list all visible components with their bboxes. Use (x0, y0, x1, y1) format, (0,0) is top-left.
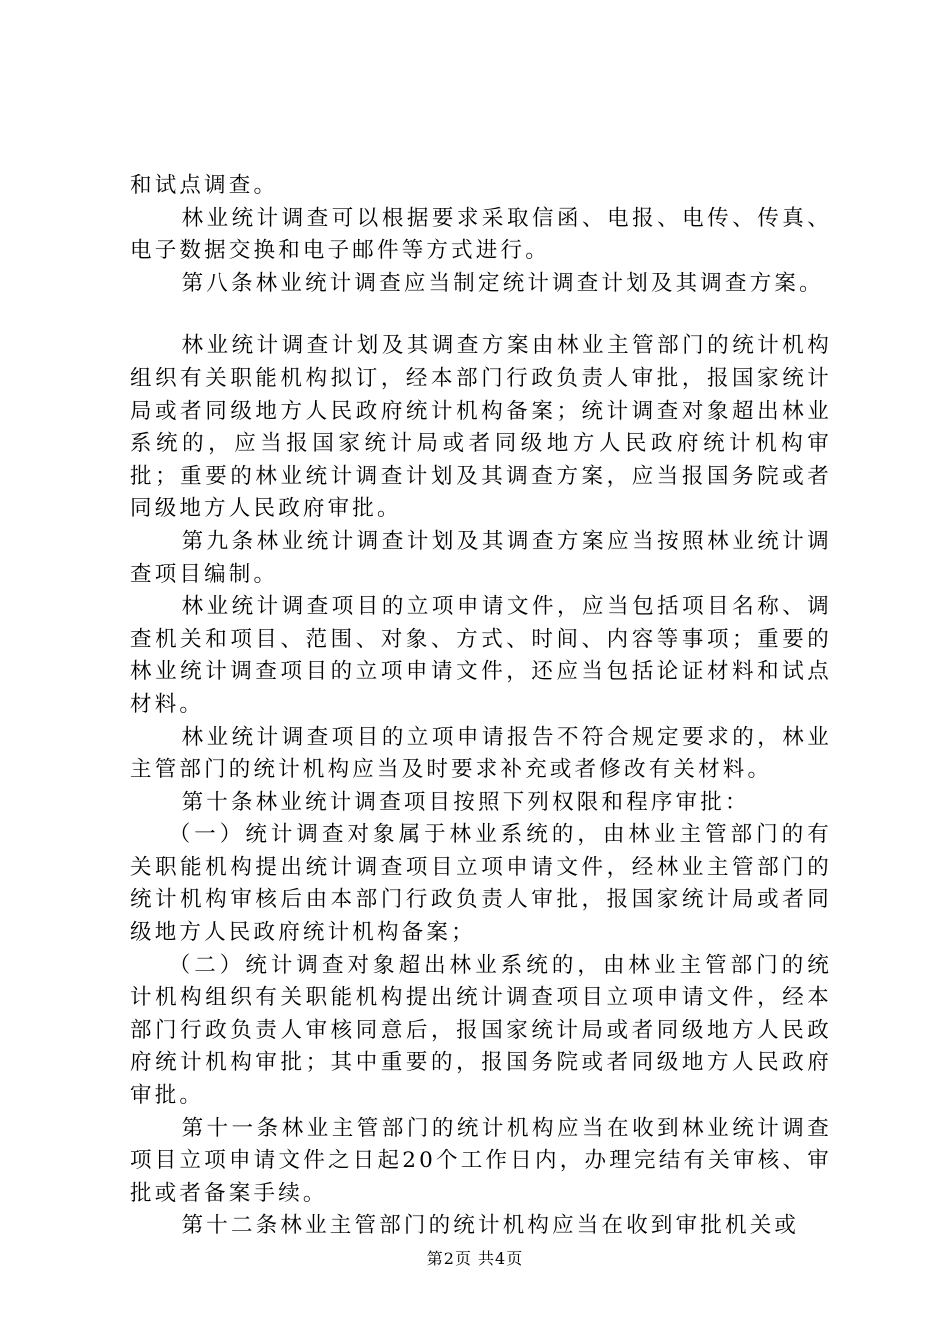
paragraph-article-12: 第十二条林业主管部门的统计机构应当在收到审批机关或 (181, 1213, 800, 1239)
paragraph-application-revision: 林业统计调查项目的立项申请报告不符合规定要求的，林业主管部门的统计机构应当及时要求补充或者修改有关材料。 (130, 724, 832, 783)
paragraph-plan-approval: 林业统计调查计划及其调查方案由林业主管部门的统计机构组织有关职能机构拟订，经本部门行政负责人审批，报国家统计局或者同级地方人民政府统计机构备案；统计调查对象超出林业系统的，应当报国家统计局或者同级地方人民政府统计机构审批；重要的林业统计调查计划及其调查方案，应当报国务院或者同级地方人民政府审批。 (130, 333, 832, 522)
paragraph-article-11: 第十一条林业主管部门的统计机构应当在收到林业统计调查项目立项申请文件之日起20个工作日内，办理完结有关审核、审批或者备案手续。 (130, 1115, 832, 1206)
paragraph-item-2: （二）统计调查对象超出林业系统的，由林业主管部门的统计机构组织有关职能机构提出统计调查项目立项申请文件，经本部门行政负责人审核同意后，报国家统计局或者同级地方人民政府统计机构审批；其中重要的，报国务院或者同级地方人民政府审批。 (130, 952, 832, 1109)
paragraph-continuation: 和试点调查。 (130, 173, 279, 198)
paragraph-article-10: 第十条林业统计调查项目按照下列权限和程序审批： (181, 789, 750, 815)
paragraph-survey-methods: 林业统计调查可以根据要求采取信函、电报、电传、传真、电子数据交换和电子邮件等方式进行。 (130, 205, 832, 264)
paragraph-article-8: 第八条林业统计调查应当制定统计调查计划及其调查方案。 (181, 270, 824, 296)
page-number-footer: 第2页 共4页 (426, 1249, 524, 1268)
paragraph-article-9: 第九条林业统计调查计划及其调查方案应当按照林业统计调查项目编制。 (130, 528, 832, 587)
document-body (130, 170, 832, 1243)
paragraph-application-contents: 林业统计调查项目的立项申请文件，应当包括项目名称、调查机关和项目、范围、对象、方式、时间、内容等事项；重要的林业统计调查项目的立项申请文件，还应当包括论证材料和试点材料。 (130, 594, 832, 717)
paragraph-item-1: （一）统计调查对象属于林业系统的，由林业主管部门的有关职能机构提出统计调查项目立项申请文件，经林业主管部门的统计机构审核后由本部门行政负责人审批，报国家统计局或者同级地方人民政府统计机构备案； (130, 822, 832, 946)
